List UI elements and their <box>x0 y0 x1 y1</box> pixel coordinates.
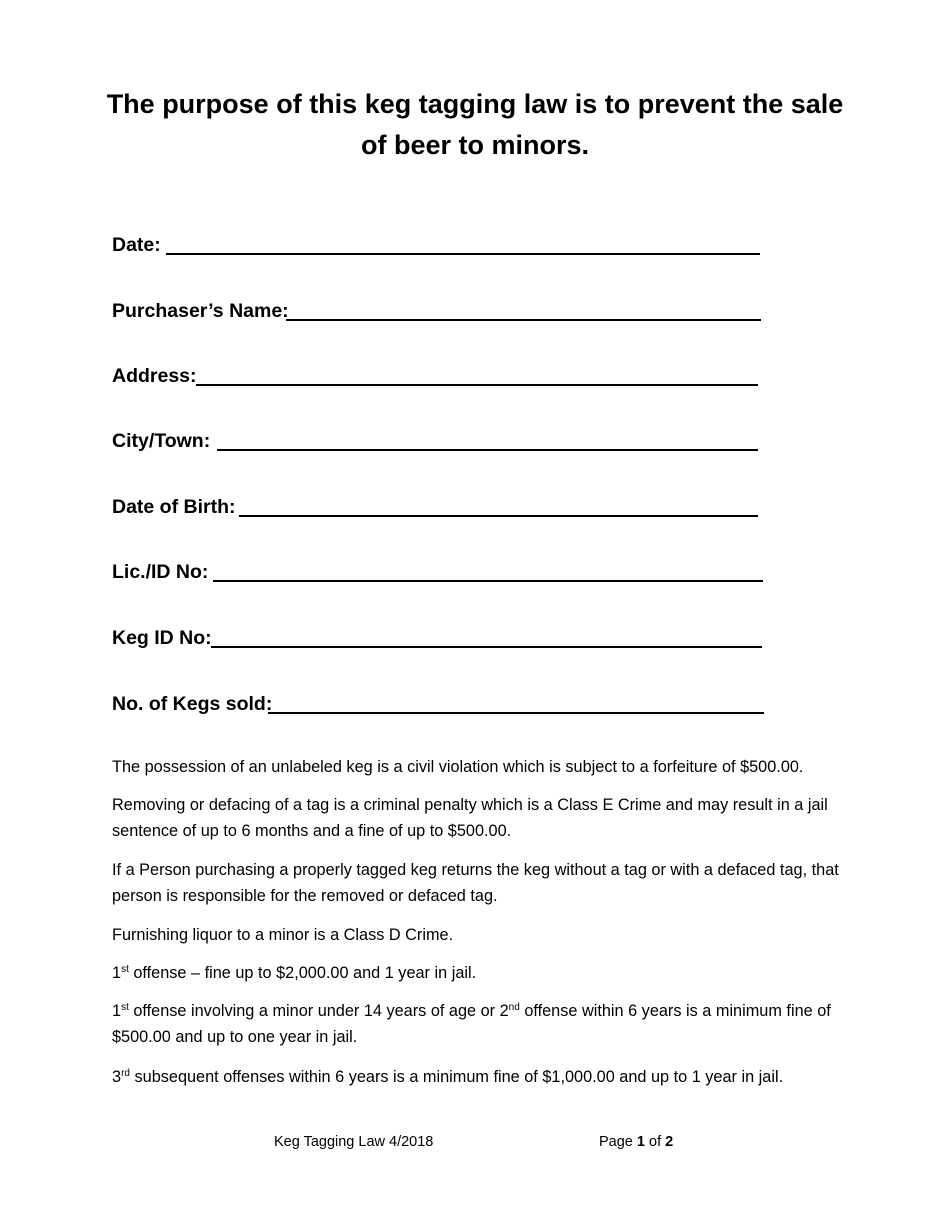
tag-return-paragraph: If a Person purchasing a properly tagged keg returns the keg without a tag or with a defaced tag, that person is responsible for the removed or defaced tag. <box>112 861 839 905</box>
license-id-field <box>112 558 208 586</box>
date-of-birth-blank[interactable] <box>239 515 758 517</box>
third-offense-paragraph: 3rd subsequent offenses within 6 years is a minimum fine of $1,000.00 and up to 1 year in jail. <box>112 1068 784 1086</box>
purchaser-name-label: Purchaser’s Name: <box>112 300 289 322</box>
license-id-blank[interactable] <box>213 580 763 582</box>
keg-id-field <box>112 624 212 652</box>
city-town-field <box>112 427 210 455</box>
purchaser-name-field <box>112 297 289 325</box>
kegs-sold-label: No. of Kegs sold: <box>112 693 273 715</box>
city-town-blank[interactable] <box>217 449 758 451</box>
date-label: Date: <box>112 234 161 256</box>
kegs-sold-blank[interactable] <box>268 712 764 714</box>
tag-defacing-paragraph: Removing or defacing of a tag is a criminal penalty which is a Class E Crime and may result in a jail sentence of up to 6 months and a fine of up to $500.00. <box>112 796 828 840</box>
keg-id-label: Keg ID No: <box>112 627 212 649</box>
address-label: Address: <box>112 365 197 387</box>
city-town-label: City/Town: <box>112 430 211 452</box>
unlabeled-keg-paragraph: The possession of an unlabeled keg is a civil violation which is subject to a forfeiture of $500.00. <box>112 758 804 776</box>
address-field <box>112 362 197 390</box>
date-of-birth-label: Date of Birth: <box>112 496 236 518</box>
date-of-birth-field <box>112 493 236 521</box>
address-blank[interactable] <box>196 384 758 386</box>
kegs-sold-field <box>112 690 272 718</box>
footer-doc-label: Keg Tagging Law 4/2018 <box>274 1134 434 1150</box>
date-field <box>112 231 161 259</box>
license-id-label: Lic./ID No: <box>112 561 209 583</box>
keg-id-blank[interactable] <box>211 646 762 648</box>
minor-offense-paragraph: 1st offense involving a minor under 14 years of age or 2nd offense within 6 years is a minimum fine of $500.00 and up to one year in jail. <box>112 1002 831 1046</box>
footer-page-number: Page 1 of 2 <box>599 1134 674 1150</box>
page-title: The purpose of this keg tagging law is to prevent the sale of beer to minors. <box>106 89 844 160</box>
first-offense-paragraph: 1st offense – fine up to $2,000.00 and 1 year in jail. <box>112 964 477 982</box>
date-blank[interactable] <box>166 253 760 255</box>
purchaser-name-blank[interactable] <box>286 319 761 321</box>
furnishing-paragraph: Furnishing liquor to a minor is a Class D Crime. <box>112 926 454 944</box>
